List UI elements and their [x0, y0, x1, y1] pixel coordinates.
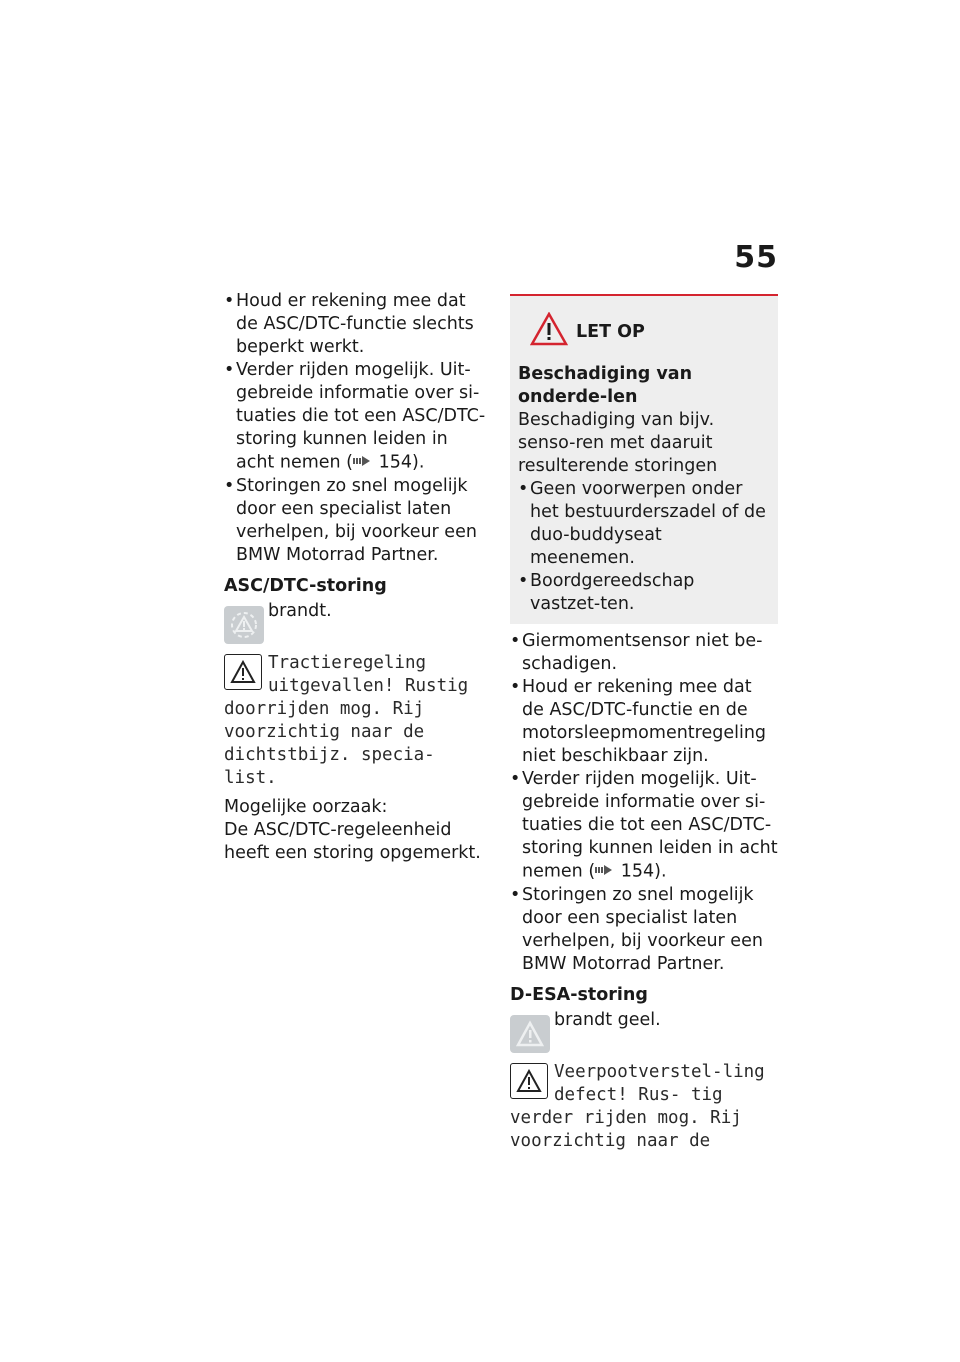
- notice-text: Beschadiging van bijv. senso-ren met daaruit resulterende storingen: [518, 410, 718, 476]
- list-item: • Giermomentsensor niet be-schadigen.: [510, 630, 778, 676]
- display-message-line: Tractieregeling uitgevallen! Rustig: [268, 652, 469, 696]
- bullet-list: [224, 290, 486, 567]
- warning-light-icon: [224, 606, 264, 644]
- reference-arrow-icon: [353, 451, 373, 474]
- list-item-text: Verder rijden mogelijk. Uit-gebreide informatie over si-tuaties die tot een ASC/DTC-storing kunnen leiden in acht nemen (: [522, 769, 778, 882]
- section-heading: ASC/DTC-storing: [224, 575, 387, 596]
- page-reference[interactable]: 154).: [620, 861, 667, 882]
- display-message: [224, 652, 486, 790]
- list-item: [510, 768, 778, 884]
- page-number: 55: [734, 240, 778, 275]
- indicator-line: [224, 600, 486, 642]
- general-warning-icon: [224, 654, 262, 690]
- display-message: [510, 1061, 778, 1153]
- notice-title-text: LET OP: [576, 322, 645, 342]
- indicator-text: brandt.: [268, 600, 332, 621]
- display-message-line: doorrijden mog. Rij voorzichtig naar de dichtstbijz. specia-list.: [224, 698, 435, 788]
- display-message-line: Veerpootverstel-ling defect! Rus-: [554, 1061, 765, 1105]
- cause-text: De ASC/DTC-regeleenheid heeft een storing opgemerkt.: [224, 819, 481, 863]
- list-item-text: Verder rijden mogelijk. Uit-gebreide informatie over si-tuaties die tot een ASC/DTC-storing kunnen leiden in acht nemen (: [236, 360, 486, 473]
- caution-triangle-icon: [530, 312, 576, 353]
- list-item: [224, 290, 486, 359]
- list-item: • Geen voorwerpen onder het bestuurderszadel of de duo-buddyseat meenemen.: [518, 478, 768, 570]
- indicator-line: [510, 1009, 778, 1051]
- general-warning-icon: [510, 1063, 548, 1099]
- display-message-line: tig verder rijden mog. Rij voorzichtig naar de: [510, 1084, 742, 1151]
- list-item: • Storingen zo snel mogelijk door een specialist laten verhelpen, bij voorkeur een BMW Motorrad Partner.: [510, 884, 778, 976]
- indicator-text: brandt geel.: [554, 1009, 661, 1030]
- reference-arrow-icon: [595, 860, 615, 883]
- notice-title: [518, 312, 768, 353]
- cause-label: Mogelijke oorzaak:: [224, 796, 388, 817]
- list-item-text: Storingen zo snel mogelijk door een specialist laten verhelpen, bij voorkeur een BMW Motorrad Partner.: [236, 475, 477, 565]
- list-item: [224, 359, 486, 475]
- notice-box: [510, 294, 778, 624]
- list-item: • Boordgereedschap vastzet-ten.: [518, 570, 768, 616]
- list-item: • Houd er rekening mee dat de ASC/DTC-functie en de motorsleepmomentregeling niet beschikbaar zijn.: [510, 676, 778, 768]
- right-column: [510, 294, 778, 1153]
- warning-light-icon: [510, 1015, 550, 1053]
- notice-heading: Beschadiging van onderde-len: [518, 364, 693, 407]
- section-heading: D-ESA-storing: [510, 984, 648, 1005]
- notice-bullet-list: [518, 478, 768, 616]
- page-reference[interactable]: 154).: [378, 452, 425, 473]
- list-item-text: Houd er rekening mee dat de ASC/DTC-functie slechts beperkt werkt.: [236, 291, 474, 357]
- left-column: [224, 290, 486, 865]
- bullet-list: [510, 630, 778, 976]
- list-item: [224, 475, 486, 567]
